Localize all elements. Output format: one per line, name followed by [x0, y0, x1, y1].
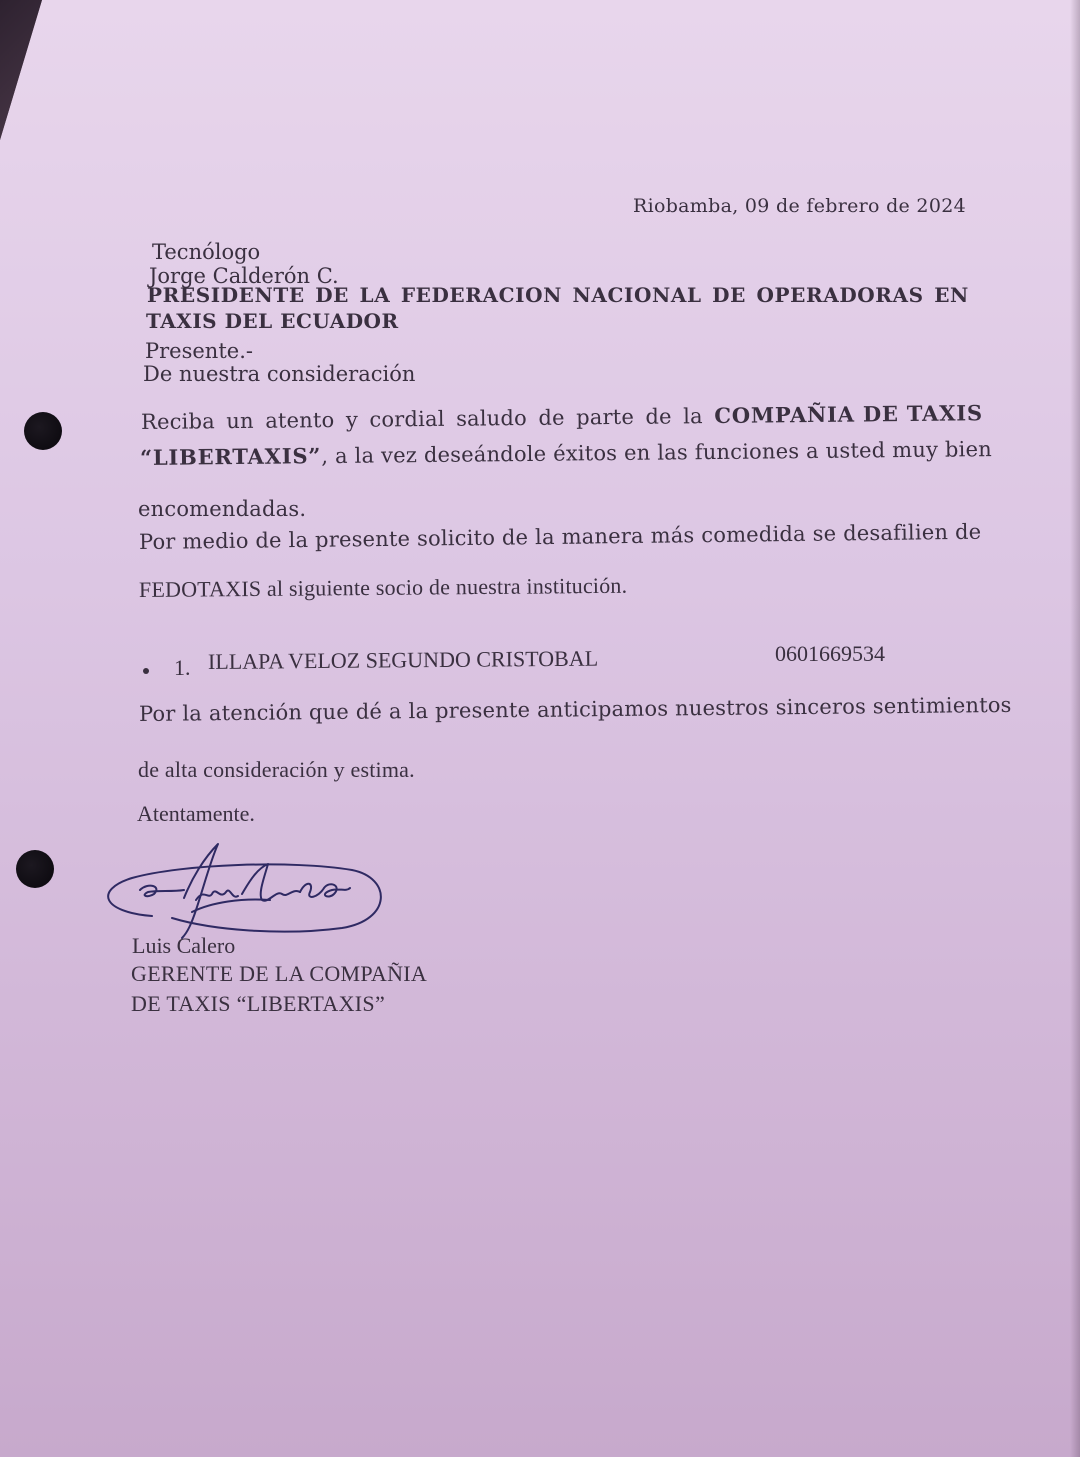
word: DE — [315, 283, 350, 307]
recipient-presente: Presente.- — [145, 339, 253, 363]
word: Reciba — [140, 409, 216, 434]
recipient-position-line1 — [147, 283, 969, 307]
paragraph3-line2: de alta consideración y estima. — [138, 757, 415, 782]
recipient-title: Tecnólogo — [152, 240, 261, 264]
word: FEDERACION — [400, 283, 562, 307]
word: atento — [265, 407, 335, 433]
word: la — [683, 404, 703, 429]
handwritten-signature — [92, 838, 392, 948]
paragraph2-line2: FEDOTAXIS al siguiente socio de nuestra institución. — [138, 572, 628, 602]
member-name: ILLAPA VELOZ SEGUNDO CRISTOBAL — [207, 645, 599, 674]
company-name-bold: COMPAÑIA DE TAXIS — [714, 400, 984, 428]
word: PRESIDENTE — [147, 283, 305, 307]
word: un — [226, 408, 254, 434]
word: y — [345, 407, 359, 432]
word: EN — [934, 283, 969, 307]
paragraph3-line1: Por la atención que dé a la presente anticipamos nuestros sinceros sentimientos — [138, 692, 1012, 726]
signer-name: Luis Calero — [132, 933, 236, 958]
paragraph1-line3: encomendadas. — [138, 497, 307, 521]
company-brand-bold: “LIBERTAXIS” — [139, 443, 322, 470]
signer-position-line1: GERENTE DE LA COMPAÑIA — [131, 961, 428, 986]
word: DE — [712, 283, 746, 307]
page-edge-shadow — [1070, 0, 1080, 1457]
punch-hole-top — [24, 412, 62, 450]
list-bullet — [143, 668, 149, 674]
word: cordial — [369, 406, 445, 432]
word: de — [538, 405, 565, 430]
paragraph1-line2-rest: , a la vez deseándole éxitos en las funciones a usted muy bien — [321, 437, 993, 469]
word: LA — [359, 283, 391, 307]
salutation: De nuestra consideración — [143, 362, 416, 386]
member-id: 0601669534 — [775, 641, 885, 666]
word: NACIONAL — [572, 283, 702, 307]
word: OPERADORAS — [756, 283, 924, 307]
signer-position-line2: DE TAXIS “LIBERTAXIS” — [131, 991, 386, 1016]
recipient-position-line2: TAXIS DEL ECUADOR — [146, 309, 399, 333]
closing: Atentamente. — [137, 801, 255, 826]
punch-hole-bottom — [16, 850, 54, 888]
member-number: 1. — [174, 655, 191, 680]
letter-date: Riobamba, 09 de febrero de 2024 — [633, 195, 966, 217]
recipient-name: Jorge Calderón C. — [149, 264, 339, 288]
paragraph2-line1: Por medio de la presente solicito de la manera más comedida se desafilien de — [138, 519, 982, 554]
word: parte — [576, 404, 635, 430]
word: saludo — [455, 405, 528, 431]
word: de — [645, 404, 672, 429]
